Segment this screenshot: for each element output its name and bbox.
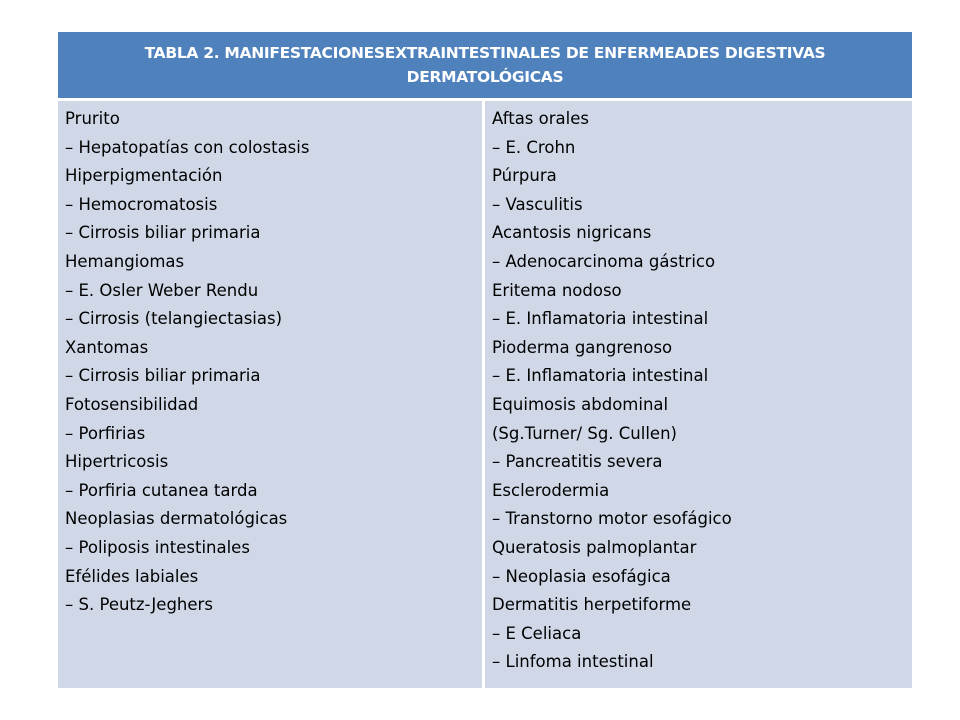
list-item: – E. Osler Weber Rendu — [65, 280, 259, 300]
list-item: Efélides labiales — [65, 566, 199, 586]
list-item: – E. Crohn — [492, 137, 576, 157]
list-item: Hemangiomas — [65, 251, 185, 271]
list-item: Aftas orales — [492, 109, 589, 128]
list-item: – Pancreatitis severa — [492, 452, 663, 472]
list-item: Acantosis nigricans — [492, 223, 652, 243]
list-item: – Vasculitis — [492, 194, 583, 214]
left-column-cell — [58, 101, 482, 688]
list-item: – Adenocarcinoma gástrico — [492, 251, 716, 271]
list-item: Equimosis abdominal — [492, 394, 669, 414]
list-item: – Cirrosis biliar primaria — [65, 223, 261, 243]
list-item: Prurito — [65, 109, 120, 128]
list-item: – Transtorno motor esofágico — [492, 509, 732, 529]
list-item: – Linfoma intestinal — [492, 652, 654, 672]
list-item: – Hepatopatías con colostasis — [65, 137, 310, 157]
table-header — [58, 32, 912, 98]
list-item: (Sg.Turner/ Sg. Cullen) — [492, 423, 677, 443]
table-title-line-1: TABLA 2. MANIFESTACIONESEXTRAINTESTINALES DE ENFERMEADES DIGESTIVAS — [144, 44, 826, 62]
list-item: – E. Inflamatoria intestinal — [492, 309, 709, 329]
table-title-line-2: DERMATOLÓGICAS — [406, 68, 564, 86]
list-item: Queratosis palmoplantar — [492, 537, 697, 557]
list-item: Neoplasias dermatológicas — [65, 509, 288, 529]
list-item: Fotosensibilidad — [65, 394, 199, 414]
list-item: Hiperpigmentación — [65, 166, 223, 186]
list-item: Esclerodermia — [492, 480, 610, 500]
list-item: Hipertricosis — [65, 452, 169, 472]
list-item: – Porfirias — [65, 423, 146, 443]
dermatological-manifestations-table — [58, 32, 912, 688]
list-item: – Porfiria cutanea tarda — [65, 480, 258, 500]
right-column-cell — [485, 101, 912, 688]
list-item: – Hemocromatosis — [65, 194, 218, 214]
list-item: – Cirrosis (telangiectasias) — [65, 309, 283, 329]
list-item: – Cirrosis biliar primaria — [65, 366, 261, 386]
list-item: Púrpura — [492, 166, 557, 186]
list-item: Pioderma gangrenoso — [492, 337, 673, 357]
list-item: – S. Peutz-Jeghers — [65, 595, 213, 615]
list-item: – E. Inflamatoria intestinal — [492, 366, 709, 386]
list-item: Eritema nodoso — [492, 280, 622, 300]
list-item: – Poliposis intestinales — [65, 537, 250, 557]
list-item: – Neoplasia esofágica — [492, 566, 671, 586]
list-item: Xantomas — [65, 337, 149, 357]
list-item: Dermatitis herpetiforme — [492, 595, 692, 615]
list-item: – E Celiaca — [492, 623, 582, 643]
